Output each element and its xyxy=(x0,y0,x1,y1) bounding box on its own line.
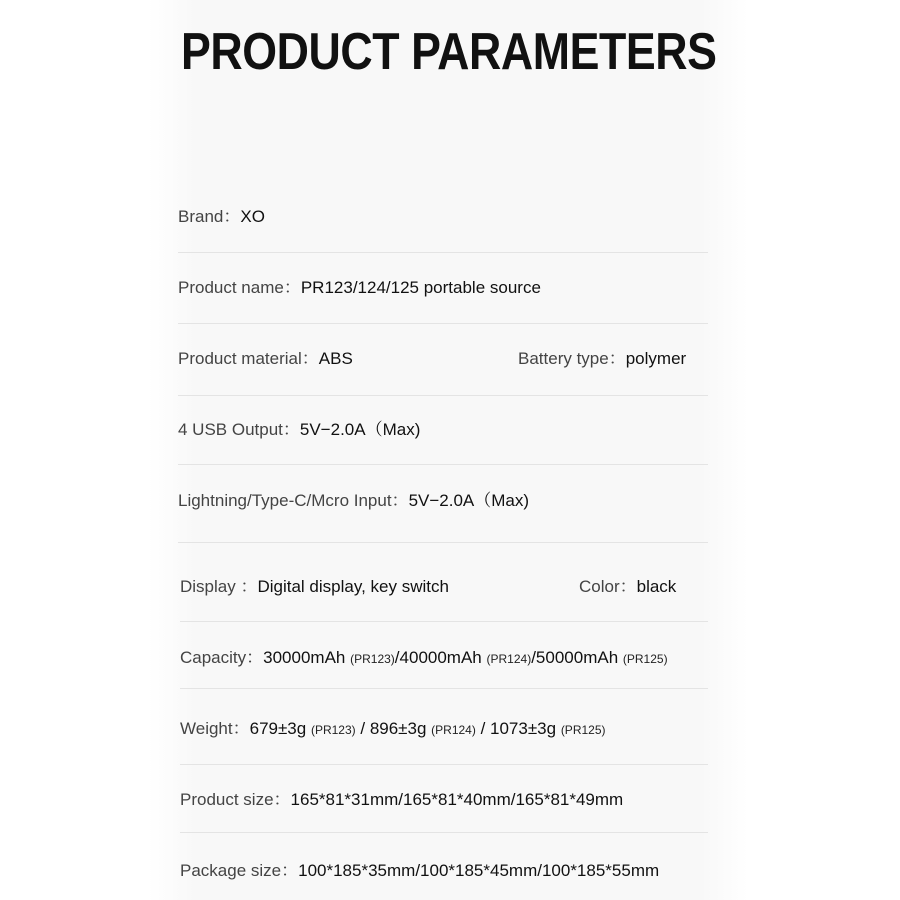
separator: / xyxy=(475,719,491,738)
divider xyxy=(180,832,708,833)
spec-value: polymer xyxy=(625,349,687,368)
spec-label: Product material： xyxy=(178,349,319,368)
model-tag: (PR124) xyxy=(431,723,476,737)
separator: / xyxy=(355,719,370,738)
spec-label: Display ： xyxy=(180,577,258,596)
spec-row-capacity xyxy=(180,648,720,669)
content-panel xyxy=(148,0,748,900)
divider xyxy=(178,542,708,543)
model-tag: (PR124) xyxy=(486,652,532,666)
separator: / xyxy=(531,648,536,667)
spec-value: 5V−2.0A（Max) xyxy=(408,491,530,510)
spec-label: 4 USB Output： xyxy=(178,420,300,439)
spec-row-brand xyxy=(178,207,718,227)
weight-value-pr124: 896±3g xyxy=(369,719,427,738)
spec-row-display xyxy=(180,577,720,597)
spec-value: ABS xyxy=(318,349,353,368)
spec-label: Weight： xyxy=(180,719,250,738)
spec-row-package-size xyxy=(180,861,720,881)
spec-row-weight xyxy=(180,719,720,740)
spec-row-product-name xyxy=(178,278,718,298)
spec-label: Capacity： xyxy=(180,648,264,667)
divider xyxy=(178,464,708,465)
spec-label: Product name： xyxy=(178,278,301,297)
spec-value: Digital display, key switch xyxy=(257,577,449,596)
weight-value-pr123: 679±3g xyxy=(249,719,307,738)
model-tag: (PR125) xyxy=(560,723,606,737)
spec-value: 100*185*35mm/100*185*45mm/100*185*55mm xyxy=(298,861,660,880)
spec-label: Color： xyxy=(579,577,637,596)
weight-value-pr125: 1073±3g xyxy=(490,719,557,738)
spec-battery-type xyxy=(518,349,686,369)
spec-row-usb-output xyxy=(178,420,718,440)
spec-value: PR123/124/125 portable source xyxy=(300,278,541,297)
divider xyxy=(178,323,708,324)
divider xyxy=(180,764,708,765)
spec-row-material xyxy=(178,349,718,369)
spec-row-input xyxy=(178,491,718,511)
divider xyxy=(178,252,708,253)
model-tag: (PR123) xyxy=(310,723,356,737)
model-tag: (PR123) xyxy=(350,652,395,666)
spec-label: Brand： xyxy=(178,207,241,226)
spec-label: Product size： xyxy=(180,790,291,809)
capacity-value-pr123: 30000mAh xyxy=(263,648,346,667)
spec-value: XO xyxy=(240,207,265,226)
spec-label: Package size： xyxy=(180,861,299,880)
page-title: PRODUCT PARAMETERS xyxy=(181,23,717,81)
capacity-value-pr125: 50000mAh xyxy=(535,648,619,667)
spec-value: 5V−2.0A（Max) xyxy=(299,420,421,439)
divider xyxy=(180,688,708,689)
spec-row-product-size xyxy=(180,790,720,810)
divider xyxy=(178,395,708,396)
spec-color xyxy=(579,577,676,597)
separator: / xyxy=(394,648,400,667)
capacity-value-pr124: 40000mAh xyxy=(399,648,482,667)
spec-label: Lightning/Type-C/Mcro Input： xyxy=(178,491,409,510)
divider xyxy=(180,621,708,622)
spec-label: Battery type： xyxy=(518,349,626,368)
spec-value: 165*81*31mm/165*81*40mm/165*81*49mm xyxy=(290,790,624,809)
model-tag: (PR125) xyxy=(622,652,668,666)
spec-value: black xyxy=(636,577,677,596)
